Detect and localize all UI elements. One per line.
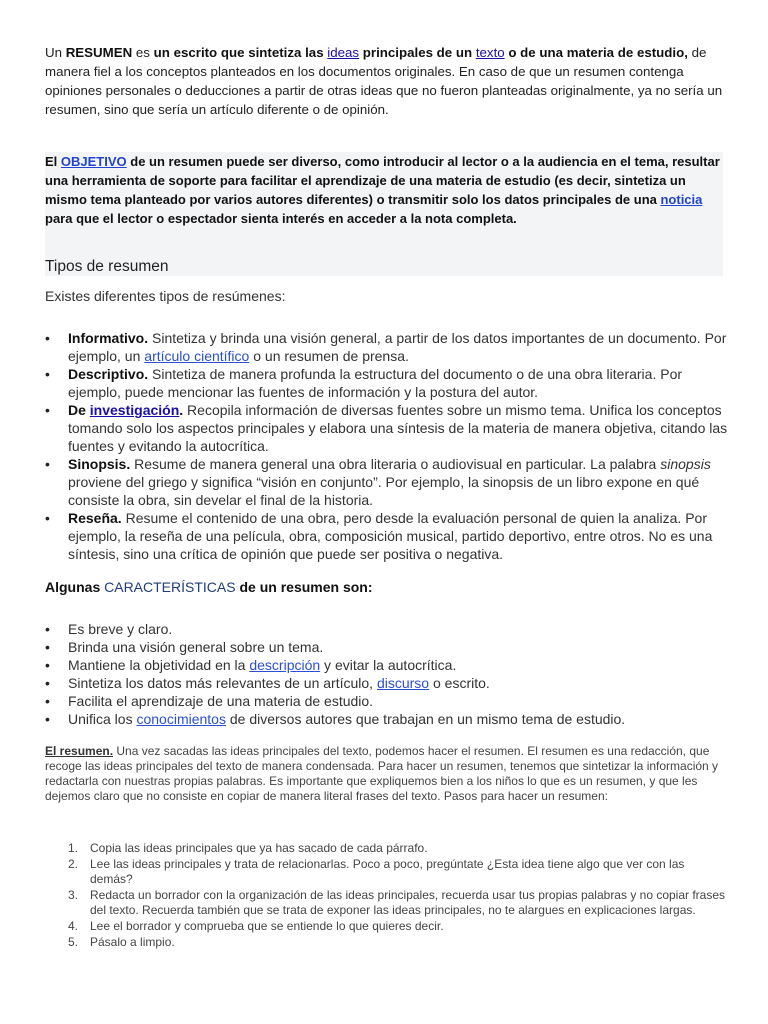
emphasis: sinopsis [660, 456, 711, 472]
definition-paragraph [45, 43, 725, 119]
item-title: Informativo. [68, 330, 149, 346]
text: El [45, 154, 61, 169]
text: para que el lector o espectador sienta interés en acceder a la nota completa. [45, 211, 517, 226]
list-item [45, 329, 735, 365]
list-item [45, 401, 735, 455]
text: proviene del griego y significa “visión en conjunto”. Por ejemplo, la sinopsis de un libro expone en qué consiste la obra, sin develar el final de la historia. [68, 474, 700, 508]
step-number: 5. [68, 935, 79, 949]
link-noticia[interactable]: noticia [660, 192, 703, 207]
text: Un [45, 45, 66, 60]
text: Mantiene la objetividad en la [68, 657, 250, 673]
text: de manera fiel a los conceptos planteados en los documentos originales. En caso de que un resumen contenga opiniones personales o deducciones a partir de otras ideas que no fueron planteadas originalmente, ya no sería un resumen, sino que sería un artículo diferente o de opinión. [45, 45, 723, 117]
types-intro: Existes diferentes tipos de resúmenes: [45, 288, 286, 304]
list-item [45, 841, 727, 856]
step-text: Redacta un borrador con la organización de las ideas principales, recuerda usar tus propias palabras y no copiar frases del texto. Recuerda también que se trata de exponer las ideas principales, no te alargues en explicaciones largas. [90, 888, 726, 917]
item-title [68, 402, 183, 418]
text: de un resumen son: [235, 579, 373, 595]
list-item [45, 656, 735, 674]
link-conocimientos[interactable]: conocimientos [136, 711, 226, 727]
list-item [45, 919, 727, 934]
list-item [45, 857, 727, 887]
link-objetivo[interactable]: OBJETIVO [60, 154, 127, 169]
objective-paragraph [45, 152, 723, 228]
text: Sintetiza los datos más relevantes de un artículo, [68, 675, 377, 691]
list-item [45, 638, 735, 656]
link-texto[interactable]: texto [475, 45, 505, 60]
text: Sintetiza de manera profunda la estructura del documento o de una obra literaria. Por ejemplo, puede mencionar las fuentes de información y la postura del autor. [68, 366, 683, 400]
item-title: Reseña. [68, 510, 122, 526]
step-number: 1. [68, 841, 79, 855]
item-title: Descriptivo. [68, 366, 149, 382]
text: Recopila información de diversas fuentes sobre un mismo tema. Unifica los conceptos tomando solo los aspectos principales y elabora una síntesis de la materia de manera objetiva, citando las fuentes y evitando la autocrítica. [68, 402, 728, 454]
text: de diversos autores que trabajan en un mismo tema de estudio. [225, 711, 626, 727]
list-item [45, 365, 735, 401]
steps-list [45, 841, 727, 951]
text: o un resumen de prensa. [249, 348, 409, 364]
text: Resume de manera general una obra literaria o audiovisual en particular. La palabra [130, 456, 661, 472]
bold-text: principales de un [359, 45, 476, 60]
item-title: Sinopsis. [68, 456, 131, 472]
text: de un resumen puede ser diverso, como introducir al lector o a la audiencia en el tema, resultar una herramienta de soporte para facilitar el aprendizaje de una materia de estudio (es decir, sintetiza un mismo tema planteado por varios autores diferentes) o transmitir solo los datos principales de una [45, 154, 720, 207]
resumen-paragraph [45, 744, 727, 804]
resumen-label: El resumen. [45, 744, 114, 758]
text: es [132, 45, 154, 60]
text: Facilita el aprendizaje de una materia de estudio. [68, 693, 374, 709]
accent-text: CARACTERÍSTICAS [104, 579, 236, 595]
list-item [45, 692, 735, 710]
text: Unifica los [68, 711, 137, 727]
link-descripcion[interactable]: descripción [249, 657, 321, 673]
text: Una vez sacadas las ideas principales del texto, podemos hacer el resumen. El resumen es una redacción, que recoge las ideas principales del texto de manera condensada. Para hacer un resumen, tenemos que sintetizar la información y redactarla con nuestras propias palabras. Es importante que expliquemos bien a los niños lo que es un resumen, y que les dejemos claro que no consiste en copiar de manera literal frases del texto. Pasos para hacer un resumen: [45, 744, 719, 803]
text: Brinda una visión general sobre un tema. [68, 639, 324, 655]
step-number: 4. [68, 919, 79, 933]
characteristics-heading [45, 579, 373, 595]
text: o escrito. [429, 675, 490, 691]
list-item [45, 888, 727, 918]
list-item [45, 710, 735, 728]
step-number: 2. [68, 857, 79, 871]
link-investigacion[interactable]: investigación [89, 402, 180, 418]
text: . [179, 402, 184, 418]
list-item [45, 455, 735, 509]
link-ideas[interactable]: ideas [327, 45, 360, 60]
term-resumen: RESUMEN [65, 45, 133, 60]
step-number: 3. [68, 888, 79, 902]
step-text: Pásalo a limpio. [90, 935, 175, 949]
objective-block [45, 152, 723, 276]
text: Sintetiza y brinda una visión general, a partir de los datos importantes de un documento. Por ejemplo, un [68, 330, 727, 364]
bold-text: un escrito que sintetiza las [153, 45, 328, 60]
step-text: Lee el borrador y comprueba que se entiende lo que quieres decir. [90, 919, 444, 933]
bold-text: o de una materia de estudio, [504, 45, 688, 60]
text: y evitar la autocrítica. [320, 657, 457, 673]
list-item [45, 935, 727, 950]
link-articulo-cientifico[interactable]: artículo científico [144, 348, 250, 364]
characteristics-list [45, 620, 735, 728]
text: De [68, 402, 90, 418]
text: Es breve y claro. [68, 621, 173, 637]
section-heading-tipos: Tipos de resumen [45, 258, 169, 275]
step-text: Copia las ideas principales que ya has sacado de cada párrafo. [90, 841, 428, 855]
list-item [45, 674, 735, 692]
text: Resume el contenido de una obra, pero desde la evaluación personal de quien la analiza. Por ejemplo, la reseña de una película, obra, composición musical, partido deportivo, entre otros. No es una síntesis, sino una crítica de opinión que puede ser positiva o negativa. [68, 510, 713, 562]
types-list [45, 329, 735, 563]
list-item [45, 509, 735, 563]
link-discurso[interactable]: discurso [376, 675, 430, 691]
step-text: Lee las ideas principales y trata de relacionarlas. Poco a poco, pregúntate ¿Esta idea tiene algo que ver con las demás? [90, 857, 685, 886]
list-item [45, 620, 735, 638]
text: Algunas [45, 579, 105, 595]
